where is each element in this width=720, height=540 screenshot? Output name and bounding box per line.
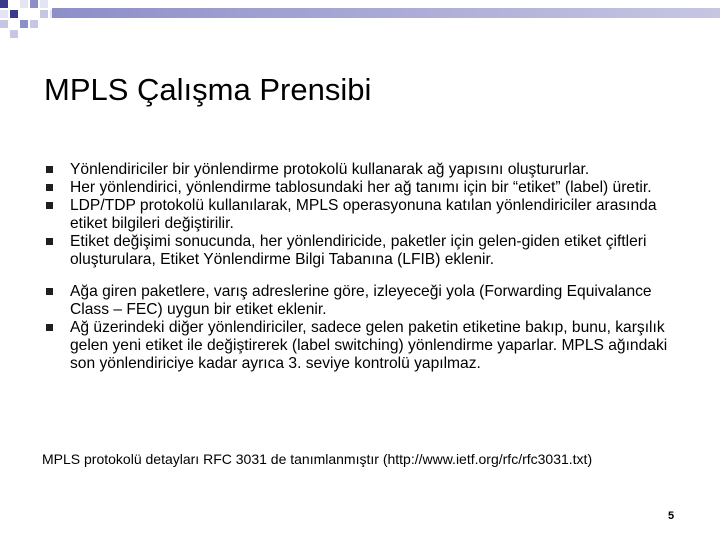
- bullet-list: [46, 161, 686, 373]
- slide-title: MPLS Çalışma Prensibi: [44, 72, 372, 107]
- square-bullet-icon: [46, 166, 53, 173]
- bullet-group-spacer: [46, 269, 686, 283]
- square-bullet-icon: [46, 184, 53, 191]
- square-bullet-icon: [46, 324, 53, 331]
- bullet-item: [46, 197, 686, 233]
- square-bullet-icon: [46, 238, 53, 245]
- bullet-item: [46, 161, 686, 179]
- bullet-item: [46, 179, 686, 197]
- bullet-text: Etiket değişimi sonucunda, her yönlendiricide, paketler için gelen-giden etiket çiftleri oluşturulara, Etiket Yönlendirme Bilgi Tabanına (LFIB) eklenir.: [70, 233, 647, 268]
- bullet-text: Ağa giren paketlere, varış adreslerine göre, izleyeceği yola (Forwarding Equivalance Class – FEC) uygun bir etiket eklenir.: [70, 283, 652, 318]
- bullet-item: [46, 233, 686, 269]
- square-bullet-icon: [46, 288, 53, 295]
- bullet-text: Ağ üzerindeki diğer yönlendiriciler, sadece gelen paketin etiketine bakıp, bunu, karşılık gelen yeni etiket ile değiştirerek (label switching) yönlendirme yaparlar. MPLS ağındaki son yönlendiriciye kadar ayrıca 3. seviye kontrolü yapılmaz.: [70, 319, 668, 372]
- square-bullet-icon: [46, 202, 53, 209]
- bullet-item: [46, 283, 686, 319]
- bullet-text: LDP/TDP protokolü kullanılarak, MPLS operasyonuna katılan yönlendiriciler arasında etiket bilgileri değiştirilir.: [70, 197, 657, 232]
- footer-note: MPLS protokolü detayları RFC 3031 de tanımlanmıştır (http://www.ietf.org/rfc/rfc3031.txt): [42, 451, 593, 467]
- header-decoration: [0, 0, 720, 40]
- page-number: 5: [668, 510, 675, 522]
- decoration-squares-graphic: [0, 0, 720, 40]
- bullet-text: Her yönlendirici, yönlendirme tablosundaki her ağ tanımı için bir “etiket” (label) üretir.: [70, 179, 652, 196]
- bullet-text: Yönlendiriciler bir yönlendirme protokolü kullanarak ağ yapısını oluştururlar.: [70, 161, 590, 178]
- bullet-item: [46, 319, 686, 373]
